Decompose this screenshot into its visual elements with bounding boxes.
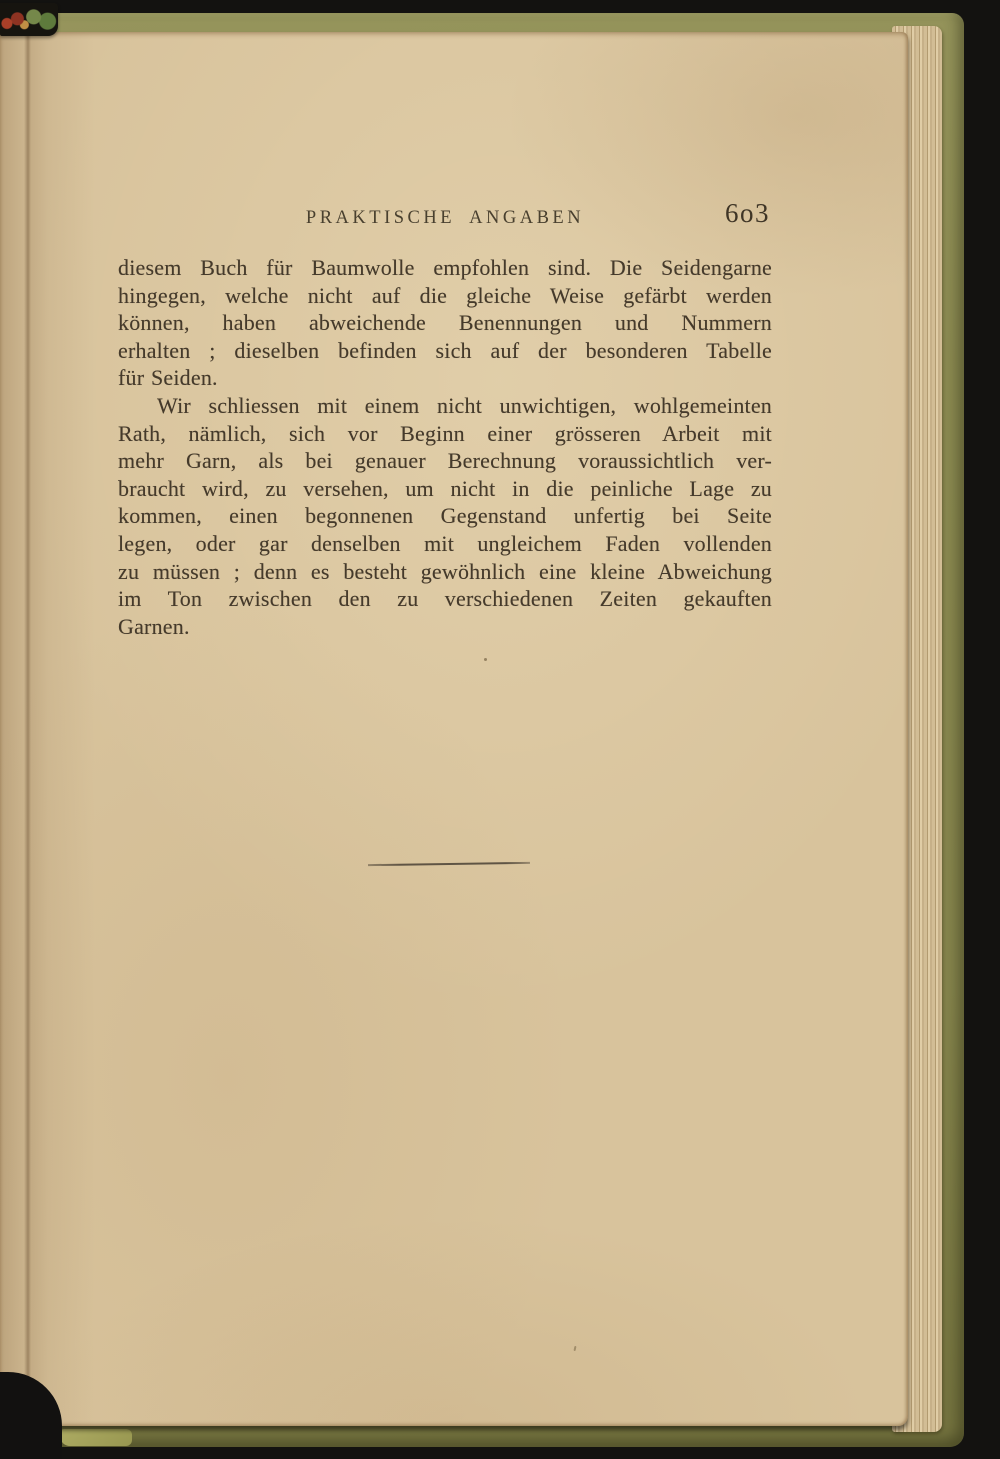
text-line: Rath, nämlich, sich vor Beginn einer grösseren Arbeit mit — [118, 420, 772, 446]
text-line: diesem Buch für Baumwolle empfohlen sind. Die Seidengarne — [118, 255, 772, 280]
page-content — [118, 32, 772, 1426]
book-cover-edge — [60, 1429, 132, 1446]
text-line: mehr Garn, als bei genauer Berechnung voraussichtlich ver- — [118, 448, 772, 474]
running-header: PRAKTISCHE ANGABEN — [305, 208, 585, 228]
text-line: braucht wird, zu versehen, um nicht in die peinliche Lage zu — [118, 475, 772, 501]
text-line: Wir schliessen mit einem nicht unwichtigen, wohlgemeinten — [157, 392, 772, 418]
page-number: 6o3 — [725, 198, 770, 228]
text-line: zu müssen ; denn es besteht gewöhnlich eine kleine Abweichung — [118, 558, 772, 584]
headband-decoration — [0, 3, 58, 36]
scan-speck — [484, 658, 487, 661]
text-block — [118, 254, 772, 640]
text-line: erhalten ; dieselben befinden sich auf der besonderen Tabelle — [118, 337, 772, 363]
text-line: legen, oder gar denselben mit ungleichem Faden vollenden — [118, 530, 772, 556]
book-page — [0, 32, 908, 1426]
paragraph-1 — [118, 254, 772, 392]
gutter-crease-shadow — [0, 32, 95, 1426]
text-line: im Ton zwischen den zu verschiedenen Zeiten gekauften — [118, 586, 772, 612]
paragraph-2 — [118, 392, 772, 640]
section-divider-rule — [368, 862, 530, 866]
text-line: können, haben abweichende Benennungen und Nummern — [118, 310, 772, 336]
text-line: für Seiden. — [118, 365, 218, 391]
text-line: Garnen. — [118, 613, 190, 639]
text-line: kommen, einen begonnenen Gegenstand unfertig bei Seite — [118, 503, 772, 529]
text-line: hingegen, welche nicht auf die gleiche Weise gefärbt werden — [118, 282, 772, 308]
